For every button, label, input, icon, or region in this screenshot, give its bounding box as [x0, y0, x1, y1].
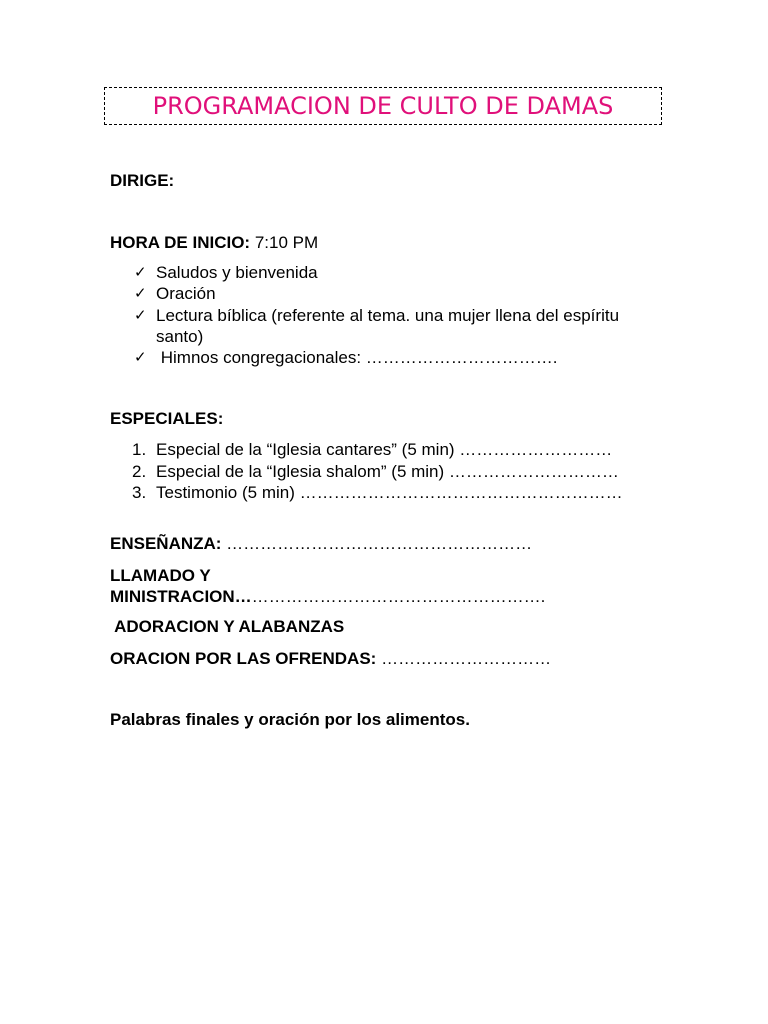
hora-line	[110, 232, 318, 253]
list-number: 2.	[132, 462, 147, 481]
check-item-text: Himnos congregacionales: …………………………….	[156, 348, 558, 367]
especiales-label: ESPECIALES:	[110, 409, 224, 428]
check-item-text: Saludos y bienvenida	[156, 263, 318, 282]
ensenanza-dots: ………………………………………………	[221, 534, 533, 553]
oracion-ofrendas-line	[110, 648, 551, 669]
hora-value: 7:10 PM	[254, 233, 319, 252]
hora-label: HORA DE INICIO:	[110, 233, 251, 252]
ministracion-dots: …………………………………………….	[251, 587, 546, 606]
llamado-line2	[110, 586, 545, 607]
ensenanza-label: ENSEÑANZA:	[110, 534, 222, 553]
page-title: PROGRAMACION DE CULTO DE DAMAS	[104, 87, 662, 125]
ensenanza-line	[110, 533, 532, 554]
check-icon: ✓	[134, 306, 147, 324]
check-icon: ✓	[134, 284, 147, 302]
palabras-finales: Palabras finales y oración por los alimentos.	[110, 710, 470, 729]
list-number: 1.	[132, 440, 147, 459]
adoracion-heading: ADORACION Y ALABANZAS	[110, 617, 345, 636]
check-icon: ✓	[134, 263, 147, 281]
check-item-text: Oración	[156, 284, 216, 303]
especial-text: Testimonio (5 min) …………………………………………………	[156, 483, 623, 502]
oracion-ofrendas-dots: …………………………	[376, 649, 552, 668]
llamado-line1: LLAMADO Y	[110, 566, 211, 585]
especial-text: Especial de la “Iglesia shalom” (5 min) …………………………	[156, 462, 619, 481]
oracion-ofrendas-label: ORACION POR LAS OFRENDAS:	[110, 649, 377, 668]
check-item-text: Lectura bíblica (referente al tema. una mujer llena del espíritu santo)	[156, 306, 620, 346]
list-number: 3.	[132, 483, 147, 502]
check-icon: ✓	[134, 348, 147, 366]
ministracion-label: MINISTRACION…	[110, 587, 252, 606]
especial-text: Especial de la “Iglesia cantares” (5 min) ………………………	[156, 440, 613, 459]
dirige-label: DIRIGE:	[110, 171, 175, 190]
